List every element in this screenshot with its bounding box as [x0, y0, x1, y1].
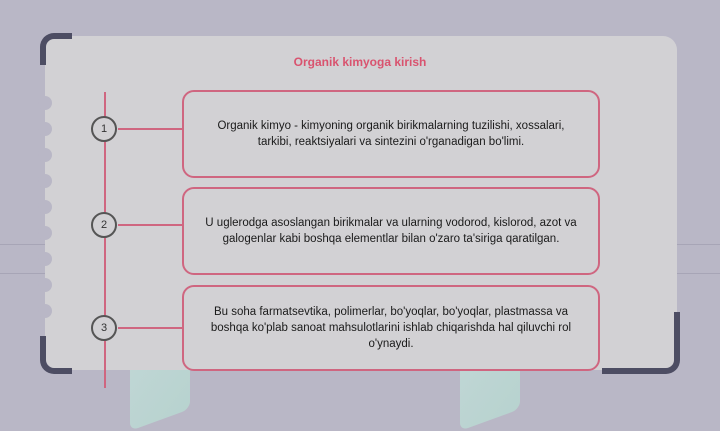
card-notch [38, 304, 52, 318]
card-notch [38, 252, 52, 266]
timeline-connector [118, 128, 182, 130]
timeline-item-3-box [182, 285, 600, 371]
timeline-node-2: 2 [91, 212, 117, 238]
timeline-connector [118, 224, 182, 226]
timeline-item-2-box [182, 187, 600, 275]
card-notch [38, 122, 52, 136]
slide-title: Organik kimyoga kirish [293, 55, 427, 69]
timeline-connector [118, 327, 182, 329]
card-notch [38, 278, 52, 292]
frame-corner-bottom-right [602, 312, 680, 374]
timeline-node-1: 1 [91, 116, 117, 142]
frame-corner-bottom-left [40, 336, 72, 374]
card-notch [38, 200, 52, 214]
timeline-item-1-box [182, 90, 600, 178]
timeline-node-3: 3 [91, 315, 117, 341]
timeline-item-3-text: Bu soha farmatsevtika, polimerlar, bo'yoqlar, bo'yoqlar, plastmassa va boshqa ko'plab sanoat mahsulotlarini ishlab chiqarishda hal qiluvchi rol o'ynaydi. [210, 306, 572, 350]
card-notch [38, 174, 52, 188]
timeline-item-2-text: U uglerodga asoslangan birikmalar va ularning vodorod, kislorod, azot va galogenlar kabi boshqa elementlar bilan o'zaro ta'siriga qaratilgan. [205, 217, 577, 245]
card-notch [38, 226, 52, 240]
card-notch [38, 96, 52, 110]
card-notch [38, 148, 52, 162]
timeline-item-1-text: Organik kimyo - kimyoning organik birikmalarning tuzilishi, xossalari, tarkibi, reaktsiyalari va sintezini o'rganadigan bo'limi. [217, 120, 565, 148]
